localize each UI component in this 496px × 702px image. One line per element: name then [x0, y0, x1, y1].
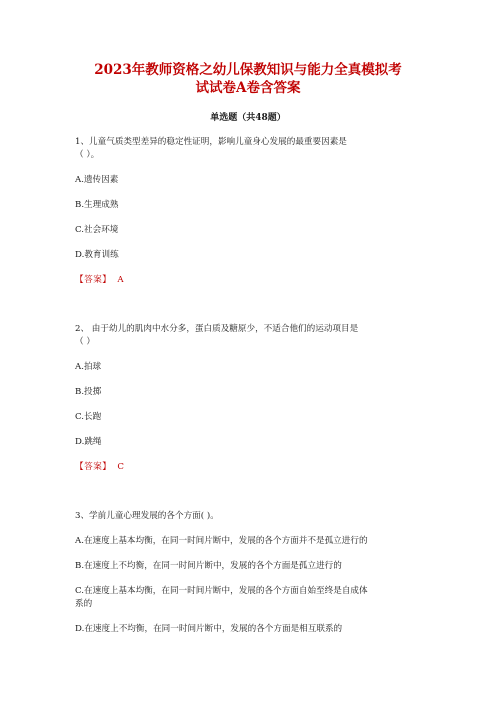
- question-3-option-a: A.在速度上基本均衡，在同一时间片断中，发展的各个方面并不是孤立进行的: [75, 536, 368, 546]
- answer-tag: 【答案】: [75, 275, 112, 285]
- answer-letter: C: [117, 462, 124, 472]
- section-heading: 单选题（共48题）: [210, 113, 286, 123]
- question-3-option-c-cont: 系的: [75, 599, 93, 609]
- answer-tag: 【答案】: [75, 462, 112, 472]
- question-3-option-c: C.在速度上基本均衡，在同一时间片断中，发展的各个方面自始至终是自成体: [75, 586, 368, 596]
- question-2-stem: 2、 由于幼儿的肌肉中水分多，蛋白质及糖原少，不适合他们的运动项目是: [75, 324, 359, 334]
- question-2-stem-cont: （ ）: [75, 337, 95, 347]
- document-title-line2: 试试卷A卷含答案: [195, 80, 301, 96]
- question-3-stem: 3、学前儿童心理发展的各个方面( )。: [75, 511, 219, 521]
- question-1-stem: 1、儿童气质类型差异的稳定性证明，影响儿童身心发展的最重要因素是: [75, 137, 347, 147]
- question-3-option-b: B.在速度上不均衡，在同一时间片断中，发展的各个方面是孤立进行的: [75, 561, 342, 571]
- question-2-option-d: D.跳绳: [75, 437, 102, 447]
- question-1-stem-cont: （ ）。: [75, 150, 100, 160]
- question-1-answer: [75, 274, 124, 286]
- question-3-option-d: D.在速度上不均衡，在同一时间片断中，发展的各个方面是相互联系的: [75, 624, 343, 634]
- question-2-answer: [75, 461, 124, 473]
- question-1-option-b: B.生理成熟: [75, 200, 119, 210]
- document-title-line1: 2023年教师资格之幼儿保教知识与能力全真模拟考: [94, 62, 402, 78]
- question-2-option-b: B.投掷: [75, 387, 102, 397]
- question-1-option-d: D.教育训练: [75, 250, 119, 260]
- answer-letter: A: [117, 275, 124, 285]
- question-2-option-a: A.拍球: [75, 362, 102, 372]
- question-2-option-c: C.长跑: [75, 412, 102, 422]
- question-1-option-a: A.遗传因素: [75, 175, 119, 185]
- question-1-option-c: C.社会环境: [75, 225, 119, 235]
